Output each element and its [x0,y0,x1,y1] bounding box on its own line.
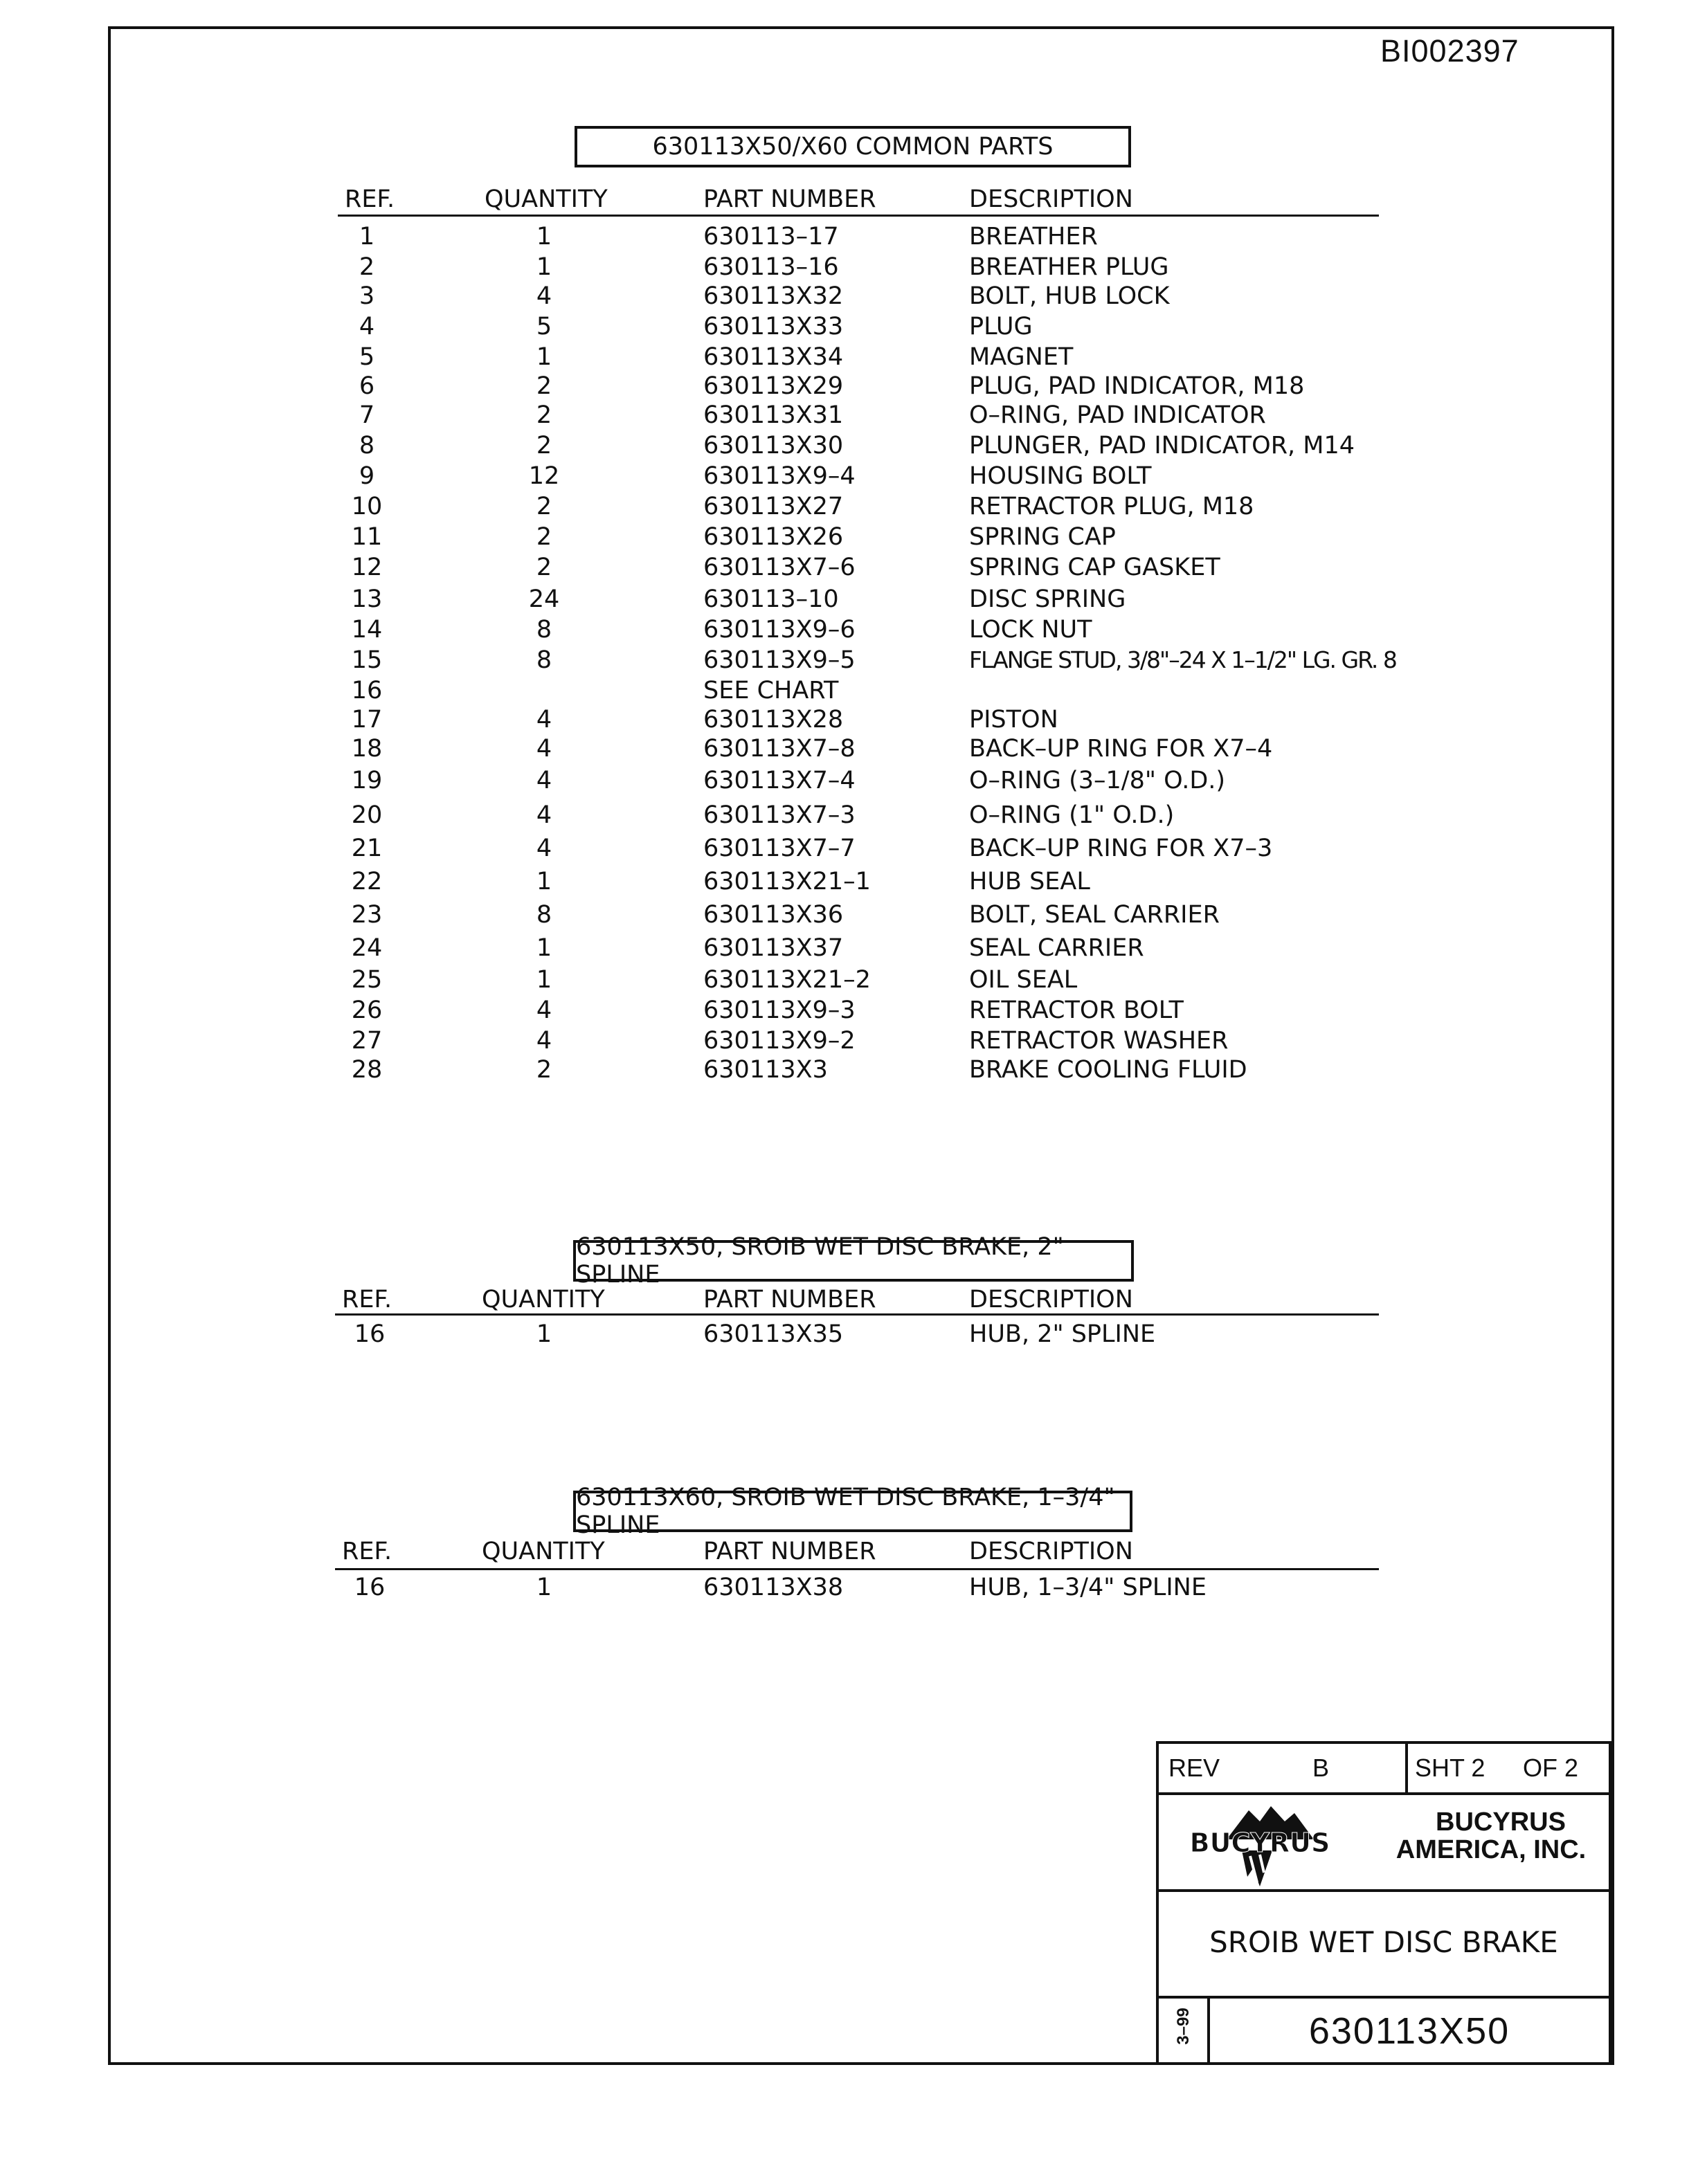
description-cell: OIL SEAL [969,966,1078,994]
table-row [0,801,1689,832]
part-number-cell: 630113–10 [703,585,839,613]
part-number-cell: 630113X9–4 [703,462,856,490]
table-row [0,1027,1689,1057]
description-cell: SPRING CAP GASKET [969,554,1220,581]
part-number-header: PART NUMBER [703,1286,876,1313]
table-row [0,1056,1689,1086]
quantity-cell: 2 [536,554,552,581]
ref-cell: 22 [351,868,383,895]
description-cell: O–RING, PAD INDICATOR [969,401,1266,429]
ref-cell: 28 [351,1056,383,1084]
part-number-cell: 630113X7–4 [703,767,856,794]
table-row [0,462,1689,493]
part-number-cell: 630113X9–3 [703,997,856,1024]
table-row [0,313,1689,343]
part-number-cell: 630113X37 [703,934,844,962]
part-number-cell: 630113X38 [703,1574,844,1601]
table-row [0,997,1689,1027]
quantity-cell: 8 [536,646,552,674]
ref-cell: 11 [351,523,383,551]
description-cell: HUB, 2" SPLINE [969,1320,1156,1348]
quantity-cell: 1 [536,934,552,962]
table-row [0,432,1689,462]
description-cell: PISTON [969,706,1058,734]
ref-cell: 27 [351,1027,383,1055]
part-number-cell: SEE CHART [703,677,839,704]
ref-header: REF. [342,1538,392,1565]
company-name-line2: AMERICA, INC. [1396,1835,1587,1864]
ref-cell: 9 [359,462,375,490]
ref-cell: 20 [351,801,383,829]
description-header: DESCRIPTION [969,1538,1133,1565]
table-row [0,372,1689,403]
ref-header: REF. [345,185,395,213]
part-number-cell: 630113X21–2 [703,966,871,994]
quantity-cell: 24 [528,585,560,613]
quantity-cell: 2 [536,432,552,459]
title-block-rule [1405,1744,1408,1792]
table-row [0,282,1689,313]
quantity-header: QUANTITY [482,1286,605,1313]
title-block-rule [1159,1889,1609,1892]
part-number-cell: 630113X9–5 [703,646,856,674]
part-number-cell: 630113X36 [703,901,844,929]
ref-cell: 14 [351,616,383,644]
part-number-cell: 630113X9–6 [703,616,856,644]
table-row [0,401,1689,432]
quantity-cell: 4 [536,835,552,862]
ref-header: REF. [342,1286,392,1313]
ref-cell: 1 [359,223,375,251]
ref-cell: 23 [351,901,383,929]
x60-section-title: 630113X60, SROIB WET DISC BRAKE, 1–3/4" SPLINE [573,1491,1132,1532]
description-cell: BOLT, HUB LOCK [969,282,1170,310]
table-row [0,868,1689,898]
ref-cell: 16 [351,677,383,704]
rev-label: REV [1168,1754,1220,1782]
ref-cell: 26 [351,997,383,1024]
common-parts-title: 630113X50/X60 COMMON PARTS [575,126,1131,167]
ref-cell: 10 [351,493,383,520]
part-number-cell: 630113–17 [703,223,839,251]
description-cell: PLUNGER, PAD INDICATOR, M14 [969,432,1355,459]
table-row [0,493,1689,523]
part-number-cell: 630113X29 [703,372,844,400]
table-row [0,343,1689,374]
quantity-cell: 4 [536,282,552,310]
ref-cell: 7 [359,401,375,429]
description-cell: BREATHER [969,223,1098,251]
quantity-cell: 1 [536,253,552,281]
document-id: BI002397 [1380,33,1519,69]
part-number-cell: 630113–16 [703,253,839,281]
ref-cell: 2 [359,253,375,281]
quantity-cell: 1 [536,966,552,994]
quantity-header: QUANTITY [485,185,608,213]
quantity-cell: 1 [536,868,552,895]
description-cell: FLANGE STUD, 3/8"–24 X 1–1/2" LG. GR. 8 [969,646,1396,673]
description-cell: HOUSING BOLT [969,462,1152,490]
quantity-cell: 8 [536,901,552,929]
quantity-cell: 4 [536,706,552,734]
part-number-cell: 630113X7–7 [703,835,856,862]
description-cell: HUB, 1–3/4" SPLINE [969,1574,1207,1601]
description-cell: BREATHER PLUG [969,253,1169,281]
table-row [0,901,1689,931]
drawing-number: 630113X50 [1308,2010,1510,2052]
table-row [0,646,1689,677]
part-number-cell: 630113X7–6 [703,554,856,581]
quantity-cell: 4 [536,997,552,1024]
quantity-cell: 4 [536,1027,552,1055]
ref-cell: 16 [354,1574,386,1601]
quantity-header: QUANTITY [482,1538,605,1565]
table-row [0,523,1689,554]
ref-cell: 24 [351,934,383,962]
description-cell: PLUG [969,313,1033,340]
ref-cell: 13 [351,585,383,613]
header-rule [338,215,1379,217]
ref-cell: 8 [359,432,375,459]
quantity-cell: 5 [536,313,552,340]
quantity-cell: 12 [528,462,560,490]
part-number-header: PART NUMBER [703,185,876,213]
description-cell: PLUG, PAD INDICATOR, M18 [969,372,1305,400]
drawing-title: SROIB WET DISC BRAKE [1209,1925,1558,1959]
description-cell: BACK–UP RING FOR X7–3 [969,835,1273,862]
description-header: DESCRIPTION [969,185,1133,213]
table-row [0,934,1689,965]
description-cell: DISC SPRING [969,585,1126,613]
rev-value: B [1312,1754,1330,1782]
table-row [0,966,1689,997]
ref-cell: 5 [359,343,375,371]
description-cell: O–RING (1" O.D.) [969,801,1175,829]
sheet-number: SHT 2 [1415,1754,1485,1782]
table-row [0,677,1689,707]
table-row [0,1574,1689,1604]
ref-cell: 25 [351,966,383,994]
quantity-cell: 1 [536,223,552,251]
part-number-cell: 630113X30 [703,432,844,459]
description-cell: RETRACTOR WASHER [969,1027,1229,1055]
table-row [0,767,1689,797]
description-cell: MAGNET [969,343,1074,371]
part-number-cell: 630113X32 [703,282,844,310]
bucyrus-logo [1184,1801,1336,1886]
description-cell: LOCK NUT [969,616,1092,644]
quantity-cell: 1 [536,343,552,371]
part-number-cell: 630113X7–8 [703,735,856,763]
part-number-cell: 630113X7–3 [703,801,856,829]
title-block [1156,1741,1611,2065]
quantity-cell: 2 [536,493,552,520]
table-row [0,1320,1689,1351]
table-row [0,735,1689,765]
part-number-cell: 630113X35 [703,1320,844,1348]
description-cell: BACK–UP RING FOR X7–4 [969,735,1273,763]
part-number-cell: 630113X3 [703,1056,828,1084]
description-cell: RETRACTOR PLUG, M18 [969,493,1254,520]
header-rule [335,1313,1379,1316]
table-row [0,554,1689,584]
description-cell: SEAL CARRIER [969,934,1144,962]
bucyrus-logo-icon [1184,1801,1336,1886]
logo-wordmark: BUCYRUS [1189,1828,1330,1858]
quantity-cell: 2 [536,401,552,429]
ref-cell: 19 [351,767,383,794]
table-row [0,585,1689,616]
ref-cell: 3 [359,282,375,310]
company-name-line1: BUCYRUS [1436,1808,1566,1837]
ref-cell: 12 [351,554,383,581]
part-number-cell: 630113X31 [703,401,844,429]
ref-cell: 6 [359,372,375,400]
part-number-cell: 630113X27 [703,493,844,520]
quantity-cell: 2 [536,372,552,400]
description-cell: HUB SEAL [969,868,1090,895]
quantity-cell: 1 [536,1574,552,1601]
part-number-cell: 630113X21–1 [703,868,871,895]
table-row [0,835,1689,865]
table-row [0,616,1689,646]
title-block-rule [1159,1996,1609,1999]
quantity-cell: 4 [536,735,552,763]
ref-cell: 17 [351,706,383,734]
ref-cell: 4 [359,313,375,340]
description-header: DESCRIPTION [969,1286,1133,1313]
description-cell: SPRING CAP [969,523,1116,551]
ref-cell: 15 [351,646,383,674]
quantity-cell: 8 [536,616,552,644]
description-cell: O–RING (3–1/8" O.D.) [969,767,1226,794]
quantity-cell: 1 [536,1320,552,1348]
description-cell: RETRACTOR BOLT [969,997,1184,1024]
part-number-cell: 630113X9–2 [703,1027,856,1055]
ref-cell: 21 [351,835,383,862]
description-cell: BRAKE COOLING FLUID [969,1056,1247,1084]
part-number-cell: 630113X33 [703,313,844,340]
ref-cell: 16 [354,1320,386,1348]
part-number-cell: 630113X34 [703,343,844,371]
sheet-total: OF 2 [1523,1754,1579,1782]
table-row [0,223,1689,253]
title-block-rule [1159,1792,1609,1795]
table-row [0,706,1689,736]
quantity-cell: 2 [536,523,552,551]
quantity-cell: 4 [536,801,552,829]
drawing-date: 3–99 [1174,2008,1193,2045]
quantity-cell: 4 [536,767,552,794]
table-row [0,253,1689,284]
quantity-cell: 2 [536,1056,552,1084]
description-cell: BOLT, SEAL CARRIER [969,901,1220,929]
header-rule [335,1568,1379,1570]
x50-section-title: 630113X50, SROIB WET DISC BRAKE, 2" SPLINE [573,1240,1134,1282]
part-number-header: PART NUMBER [703,1538,876,1565]
part-number-cell: 630113X28 [703,706,844,734]
part-number-cell: 630113X26 [703,523,844,551]
ref-cell: 18 [351,735,383,763]
